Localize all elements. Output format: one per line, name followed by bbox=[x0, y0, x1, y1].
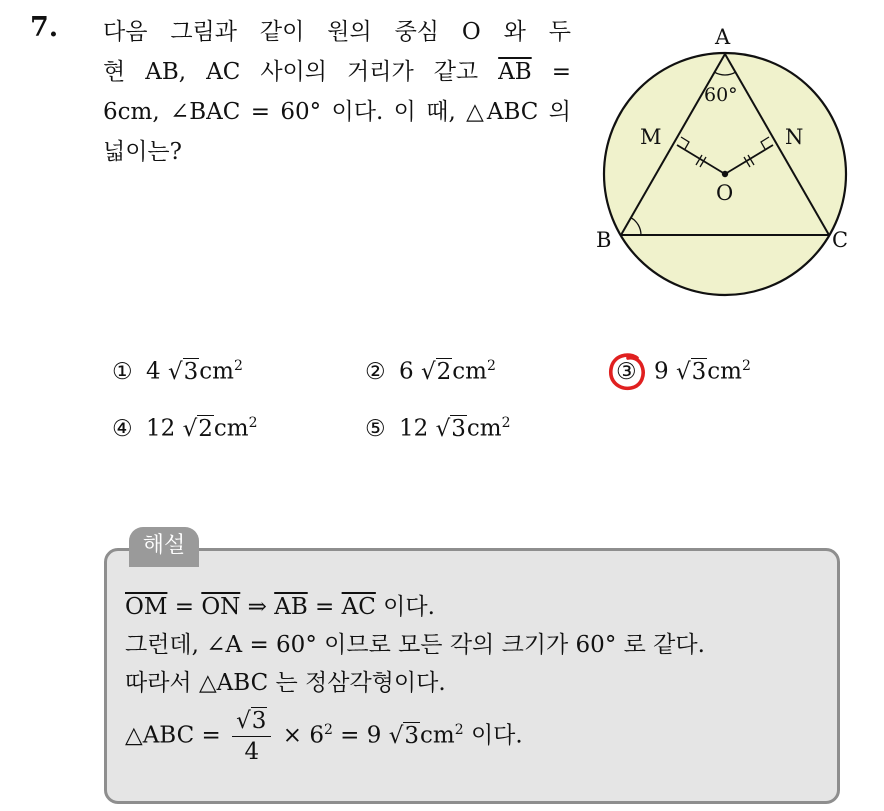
sol-l4-tail: 이다. bbox=[463, 722, 523, 749]
choice-2-unit: cm bbox=[452, 358, 487, 385]
choice-4[interactable] bbox=[112, 415, 258, 442]
fraction-denominator: 4 bbox=[244, 739, 260, 765]
choice-4-coef: 12 bbox=[146, 415, 183, 442]
segment-om: $\overline{OM}$ bbox=[125, 594, 168, 620]
label-c: C bbox=[832, 228, 849, 252]
sol-l4-mid: × 6 bbox=[275, 722, 324, 749]
solution-line-1 bbox=[125, 588, 435, 621]
label-b: B bbox=[596, 228, 612, 252]
sol-l1-arrow: ⇒ bbox=[240, 594, 275, 620]
choice-4-exp: 2 bbox=[248, 415, 258, 431]
choice-3-radicand: 3 bbox=[691, 358, 707, 385]
choice-4-radicand: 2 bbox=[198, 415, 213, 442]
choice-2[interactable] bbox=[365, 358, 496, 385]
question-line-1: 다음 그림과 같이 원의 중심 O 와 두 bbox=[103, 19, 571, 45]
sol-l1-eq1: = bbox=[167, 594, 202, 620]
choice-3-number: ③ bbox=[616, 358, 637, 385]
sol-l4-exp: 2 bbox=[323, 721, 333, 738]
center-point-o bbox=[722, 171, 728, 177]
choice-2-number: ② bbox=[365, 358, 386, 385]
question-text bbox=[103, 12, 571, 172]
fraction bbox=[232, 708, 271, 765]
choice-4-unit: cm bbox=[213, 415, 249, 442]
question-line-2-pre: 현 AB, AC 사이의 거리가 같고 bbox=[103, 59, 499, 85]
choice-5-coef: 12 bbox=[399, 415, 436, 442]
fraction-numerator: √3 bbox=[232, 708, 271, 737]
choice-2-radicand: 2 bbox=[436, 358, 452, 385]
answer-mark-circle bbox=[607, 352, 647, 392]
question-number: 7. bbox=[30, 12, 59, 43]
label-angle-60: 60° bbox=[704, 84, 738, 106]
sol-l1-tail: 이다. bbox=[375, 594, 435, 620]
choice-3-sqrt: √3 bbox=[675, 358, 707, 385]
sol-l4-sqrt: √3 bbox=[388, 722, 420, 749]
label-o: O bbox=[716, 181, 734, 205]
choice-1-number: ① bbox=[112, 358, 133, 385]
question-line-2 bbox=[103, 52, 571, 92]
choice-5[interactable] bbox=[365, 415, 511, 442]
sol-l4-radicand: 3 bbox=[404, 722, 420, 749]
choice-1-radicand: 3 bbox=[183, 358, 199, 385]
solution-line-3: 따라서 △ABC 는 정삼각형이다. bbox=[125, 670, 446, 696]
segment-ac-sol: $\overline{AC}$ bbox=[341, 594, 376, 620]
question-line-3: 6cm, ∠BAC = 60° 이다. 이 때, △ABC 의 bbox=[103, 99, 571, 125]
fraction-numerator-radicand: 3 bbox=[251, 708, 267, 734]
choice-1[interactable] bbox=[112, 358, 243, 385]
choice-4-number: ④ bbox=[112, 415, 133, 442]
choice-3-coef: 9 bbox=[654, 358, 676, 385]
geometry-figure bbox=[590, 20, 860, 300]
segment-on: $\overline{ON}$ bbox=[201, 594, 241, 620]
segment-ab-sol: $\overline{AB}$ bbox=[274, 594, 308, 620]
question-line-2-post: = bbox=[531, 59, 571, 85]
choice-3-unit: cm bbox=[707, 358, 742, 385]
choice-1-sqrt: √3 bbox=[167, 358, 199, 385]
choice-2-coef: 6 bbox=[399, 358, 421, 385]
choice-5-unit: cm bbox=[466, 415, 502, 442]
choice-2-exp: 2 bbox=[486, 358, 496, 374]
choice-5-radicand: 3 bbox=[451, 415, 466, 442]
sol-l1-eq2: = bbox=[307, 594, 342, 620]
label-a: A bbox=[715, 25, 731, 49]
sol-l4-unit: cm bbox=[420, 722, 455, 749]
sol-l4-eq: = 9 bbox=[332, 722, 389, 749]
question-line-4: 넓이는? bbox=[103, 139, 182, 165]
choice-3-exp: 2 bbox=[741, 358, 751, 374]
choice-1-exp: 2 bbox=[233, 358, 243, 374]
choice-4-sqrt: √2 bbox=[182, 415, 213, 442]
choice-5-number: ⑤ bbox=[365, 415, 386, 442]
choice-2-sqrt: √2 bbox=[420, 358, 452, 385]
choice-5-exp: 2 bbox=[501, 415, 511, 431]
segment-ab: $\overline{AB}$ bbox=[498, 59, 532, 85]
solution-line-2: 그런데, ∠A = 60° 이므로 모든 각의 크기가 60° 로 같다. bbox=[125, 632, 705, 658]
choice-1-coef: 4 bbox=[146, 358, 168, 385]
sol-l4-unit-exp: 2 bbox=[454, 721, 464, 738]
sol-l4-pre: △ABC = bbox=[125, 722, 229, 749]
choice-5-sqrt: √3 bbox=[435, 415, 466, 442]
solution-tab: 해설 bbox=[129, 527, 199, 567]
label-m: M bbox=[640, 125, 662, 149]
solution-line-4 bbox=[125, 708, 523, 765]
choice-1-unit: cm bbox=[199, 358, 234, 385]
label-n: N bbox=[785, 125, 804, 149]
